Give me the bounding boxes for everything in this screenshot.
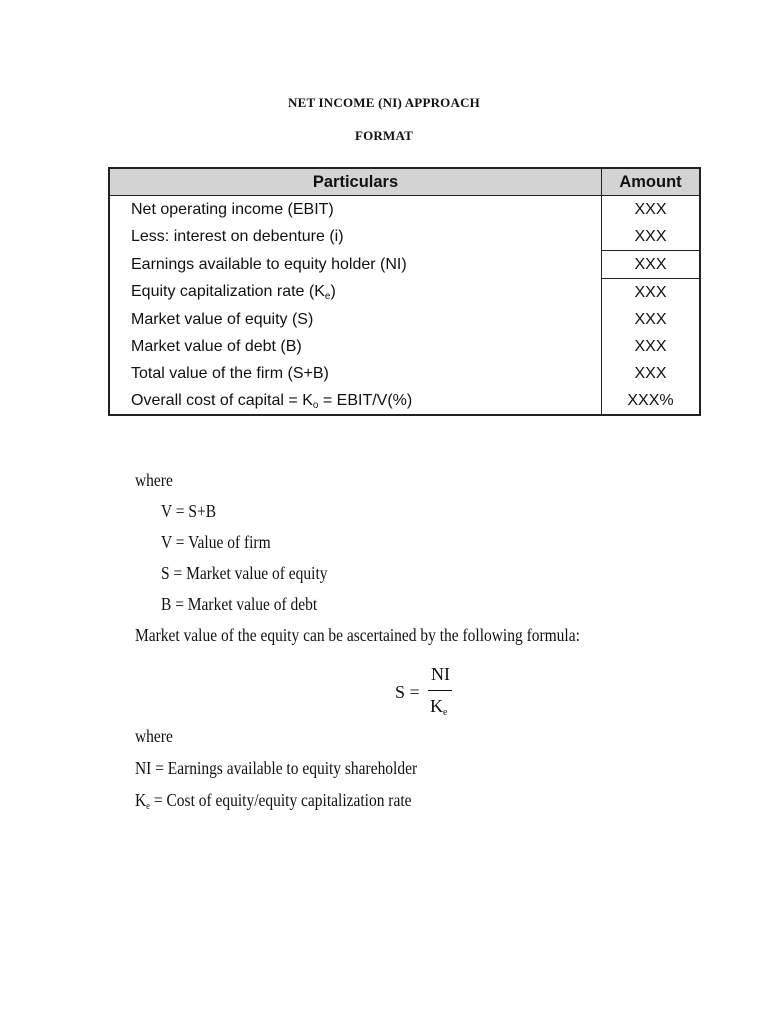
denominator-symbol: K — [430, 696, 443, 716]
amount-cell: XXX% — [627, 391, 674, 409]
particular-cell: Earnings available to equity holder (NI) — [109, 251, 602, 279]
where-label: where — [135, 726, 173, 746]
definition-line: V = Value of firm — [161, 532, 271, 552]
definition-line: V = S+B — [161, 501, 217, 521]
header-particulars: Particulars — [109, 168, 602, 196]
ke-symbol: K — [135, 790, 147, 810]
table-row — [109, 196, 700, 224]
particular-cell: Market value of equity (S) — [109, 306, 602, 333]
subscript: e — [443, 707, 448, 718]
equity-formula — [395, 662, 475, 732]
table-row — [109, 306, 700, 333]
particular-cell: Market value of debt (B) — [109, 333, 602, 360]
particular-text: = EBIT/V(%) — [318, 391, 413, 409]
document-title: NET INCOME (NI) APPROACH — [288, 95, 480, 110]
table-row — [109, 223, 700, 251]
header-amount: Amount — [602, 168, 701, 196]
definition-line: B = Market value of debt — [161, 594, 318, 614]
particular-text: ) — [330, 283, 336, 301]
particular-cell: Total value of the firm (S+B) — [109, 360, 602, 387]
table-row — [109, 387, 700, 415]
format-table — [108, 167, 701, 416]
definition-ke — [135, 790, 412, 811]
amount-cell: XXX — [634, 310, 667, 328]
particular-text: Equity capitalization rate (K — [131, 283, 325, 301]
document-subtitle: FORMAT — [354, 128, 413, 143]
amount-cell: XXX — [634, 337, 667, 355]
subscript: e — [146, 801, 151, 812]
table-row — [109, 279, 700, 307]
formula-lhs: S = — [395, 682, 420, 702]
definition-line: S = Market value of equity — [161, 563, 328, 583]
amount-cell: XXX — [634, 227, 667, 245]
where-label: where — [135, 470, 173, 490]
particular-cell — [109, 279, 602, 307]
fraction-bar — [428, 690, 452, 691]
formula-intro: Market value of the equity can be ascertained by the following formula: — [135, 625, 580, 645]
ke-definition: = Cost of equity/equity capitalization rate — [150, 790, 412, 810]
particular-cell: Less: interest on debenture (i) — [109, 223, 602, 251]
amount-cell: XXX — [634, 200, 667, 218]
subscript: o — [312, 399, 319, 411]
amount-cell: XXX — [634, 283, 667, 301]
subscript: e — [324, 291, 331, 303]
formula-denominator — [430, 696, 447, 717]
table-row — [109, 251, 700, 279]
table-row — [109, 360, 700, 387]
table-row — [109, 333, 700, 360]
formula-numerator: NI — [431, 664, 450, 684]
table-header-row — [109, 168, 700, 196]
particular-cell — [109, 387, 602, 415]
definition-ni: NI = Earnings available to equity shareholder — [135, 758, 418, 778]
particular-cell: Net operating income (EBIT) — [109, 196, 602, 224]
amount-cell: XXX — [602, 251, 701, 279]
particular-text: Overall cost of capital = K — [131, 391, 313, 409]
amount-cell: XXX — [634, 364, 667, 382]
